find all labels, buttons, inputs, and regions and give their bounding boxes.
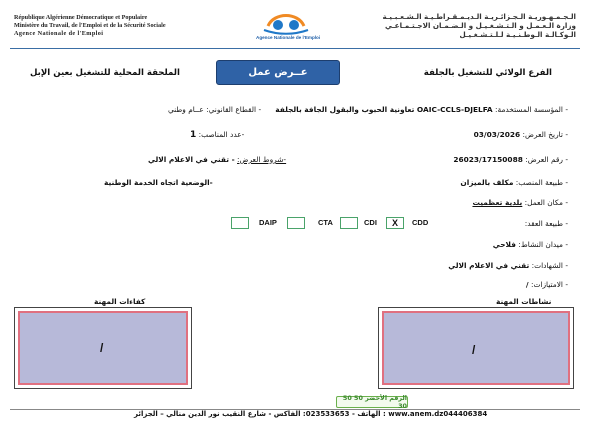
- header-fr-line-2: Ministère du Travail, de l'Emploi et de la Sécurité Sociale: [14, 22, 166, 29]
- title-box: [216, 60, 340, 85]
- option-cdd-label: CDD: [412, 218, 429, 227]
- conditions-value: - تقني في الاعلام الالي: [148, 155, 235, 164]
- date-label: - تاريخ العرض:: [522, 130, 568, 139]
- option-cdi-label: CDI: [364, 218, 377, 227]
- option-cdd-checkbox[interactable]: [340, 217, 358, 229]
- branch-left: الملحقة المحلية للتشغيل بعين الإبل: [30, 68, 180, 78]
- nature-value: مكلف بالميزان: [460, 178, 514, 187]
- institution-value: OAIC-CCLS-DJELFA تعاونية الحبوب والبقول الجافة بالجلفة: [275, 105, 493, 114]
- privileges-row: [526, 280, 568, 289]
- sector: - القطاع القانوني: عــام وطني: [168, 105, 262, 114]
- contract-label: - طبيعة العقد:: [524, 219, 568, 228]
- nature-label: - طبيعة المنصب:: [515, 178, 568, 187]
- positions-label: -عدد المناصب:: [198, 130, 245, 139]
- national-service: -الوضعية اتجاه الخدمة الوطنية: [104, 178, 213, 187]
- option-cdi-checkbox[interactable]: [386, 217, 404, 229]
- right-panel-title: نشاطات المهنة: [496, 297, 552, 306]
- positions-value: 1: [190, 130, 197, 140]
- activity-value: فلاحي: [492, 240, 517, 249]
- institution-row: [275, 105, 568, 114]
- header-fr-line-1: République Algérienne Démocratique et Populaire: [14, 14, 148, 21]
- diplomas-label: - الشهادات:: [531, 261, 568, 270]
- workplace-row: [472, 198, 568, 207]
- conditions-row: [148, 155, 286, 164]
- right-panel-value: /: [472, 343, 476, 357]
- header-divider: [10, 48, 580, 49]
- number-row: [453, 155, 568, 164]
- right-panel-content: [382, 311, 570, 385]
- number-label: - رقم العرض:: [525, 155, 568, 164]
- left-panel-value: /: [100, 341, 104, 355]
- conditions-label: -شروط العرض:: [237, 155, 287, 164]
- positions-row: [190, 130, 244, 140]
- header-ar-line-2: وزارة الـعـمـل و الـتـشـغـيـل و الـضـمـان الاجـتـمـاعـي: [384, 21, 576, 30]
- anem-logo: [254, 8, 321, 44]
- activity-row: [493, 240, 568, 249]
- logo-caption: Agence Nationale de l'Emploi: [256, 35, 321, 40]
- workplace-value: بلدية تعظميت: [472, 198, 523, 207]
- green-number-badge: [336, 396, 408, 408]
- number-value: 26023/17150088: [453, 155, 523, 164]
- green-number-text: الرقم الأخضر 50 50 30: [342, 394, 407, 410]
- option-daip-checkbox[interactable]: [231, 217, 249, 229]
- activity-label: - ميدان النشاط:: [518, 240, 568, 249]
- title-text: عــرض عمل: [248, 67, 308, 78]
- header-ar-line-1: الـجـمـهـوريـة الـجـزائـريـة الـديـمـقـراطـيـة الـشـعـبـيـة: [382, 12, 576, 21]
- option-cta-checkbox[interactable]: [287, 217, 305, 229]
- left-panel-content: [18, 311, 188, 385]
- header-ar-line-3: الـوكـالـة الـوطـنـيـة لـلـتـشـغـيـل: [459, 30, 576, 39]
- option-cdi-mark: X: [391, 218, 398, 228]
- workplace-label: - مكان العمل:: [524, 198, 568, 207]
- nature-row: [460, 178, 568, 187]
- header-fr-line-3: Agence Nationale de l'Emploi: [14, 30, 104, 37]
- date-row: [474, 130, 568, 139]
- left-panel-title: كفاءات المهنة: [94, 297, 146, 306]
- anem-logo-icon: [254, 8, 318, 36]
- branch-right: الفرع الولائي للتشغيل بالجلفة: [423, 68, 552, 78]
- option-daip-label: DAIP: [259, 218, 277, 227]
- footer-address: www.anem.dz044406384 : الهاتف - 023533653: الفاكس - شارع النقيب نور الدين منالي – الجزائر: [134, 410, 488, 418]
- diplomas-row: [448, 261, 568, 270]
- diplomas-value: تقني في الاعلام الالي: [448, 261, 530, 270]
- privileges-label: - الامتيازات:: [530, 280, 568, 289]
- date-value: 03/03/2026: [473, 130, 521, 139]
- institution-label: - المؤسسة المستخدمة:: [495, 105, 568, 114]
- privileges-value: /: [525, 280, 529, 289]
- option-cta-label: CTA: [318, 218, 333, 227]
